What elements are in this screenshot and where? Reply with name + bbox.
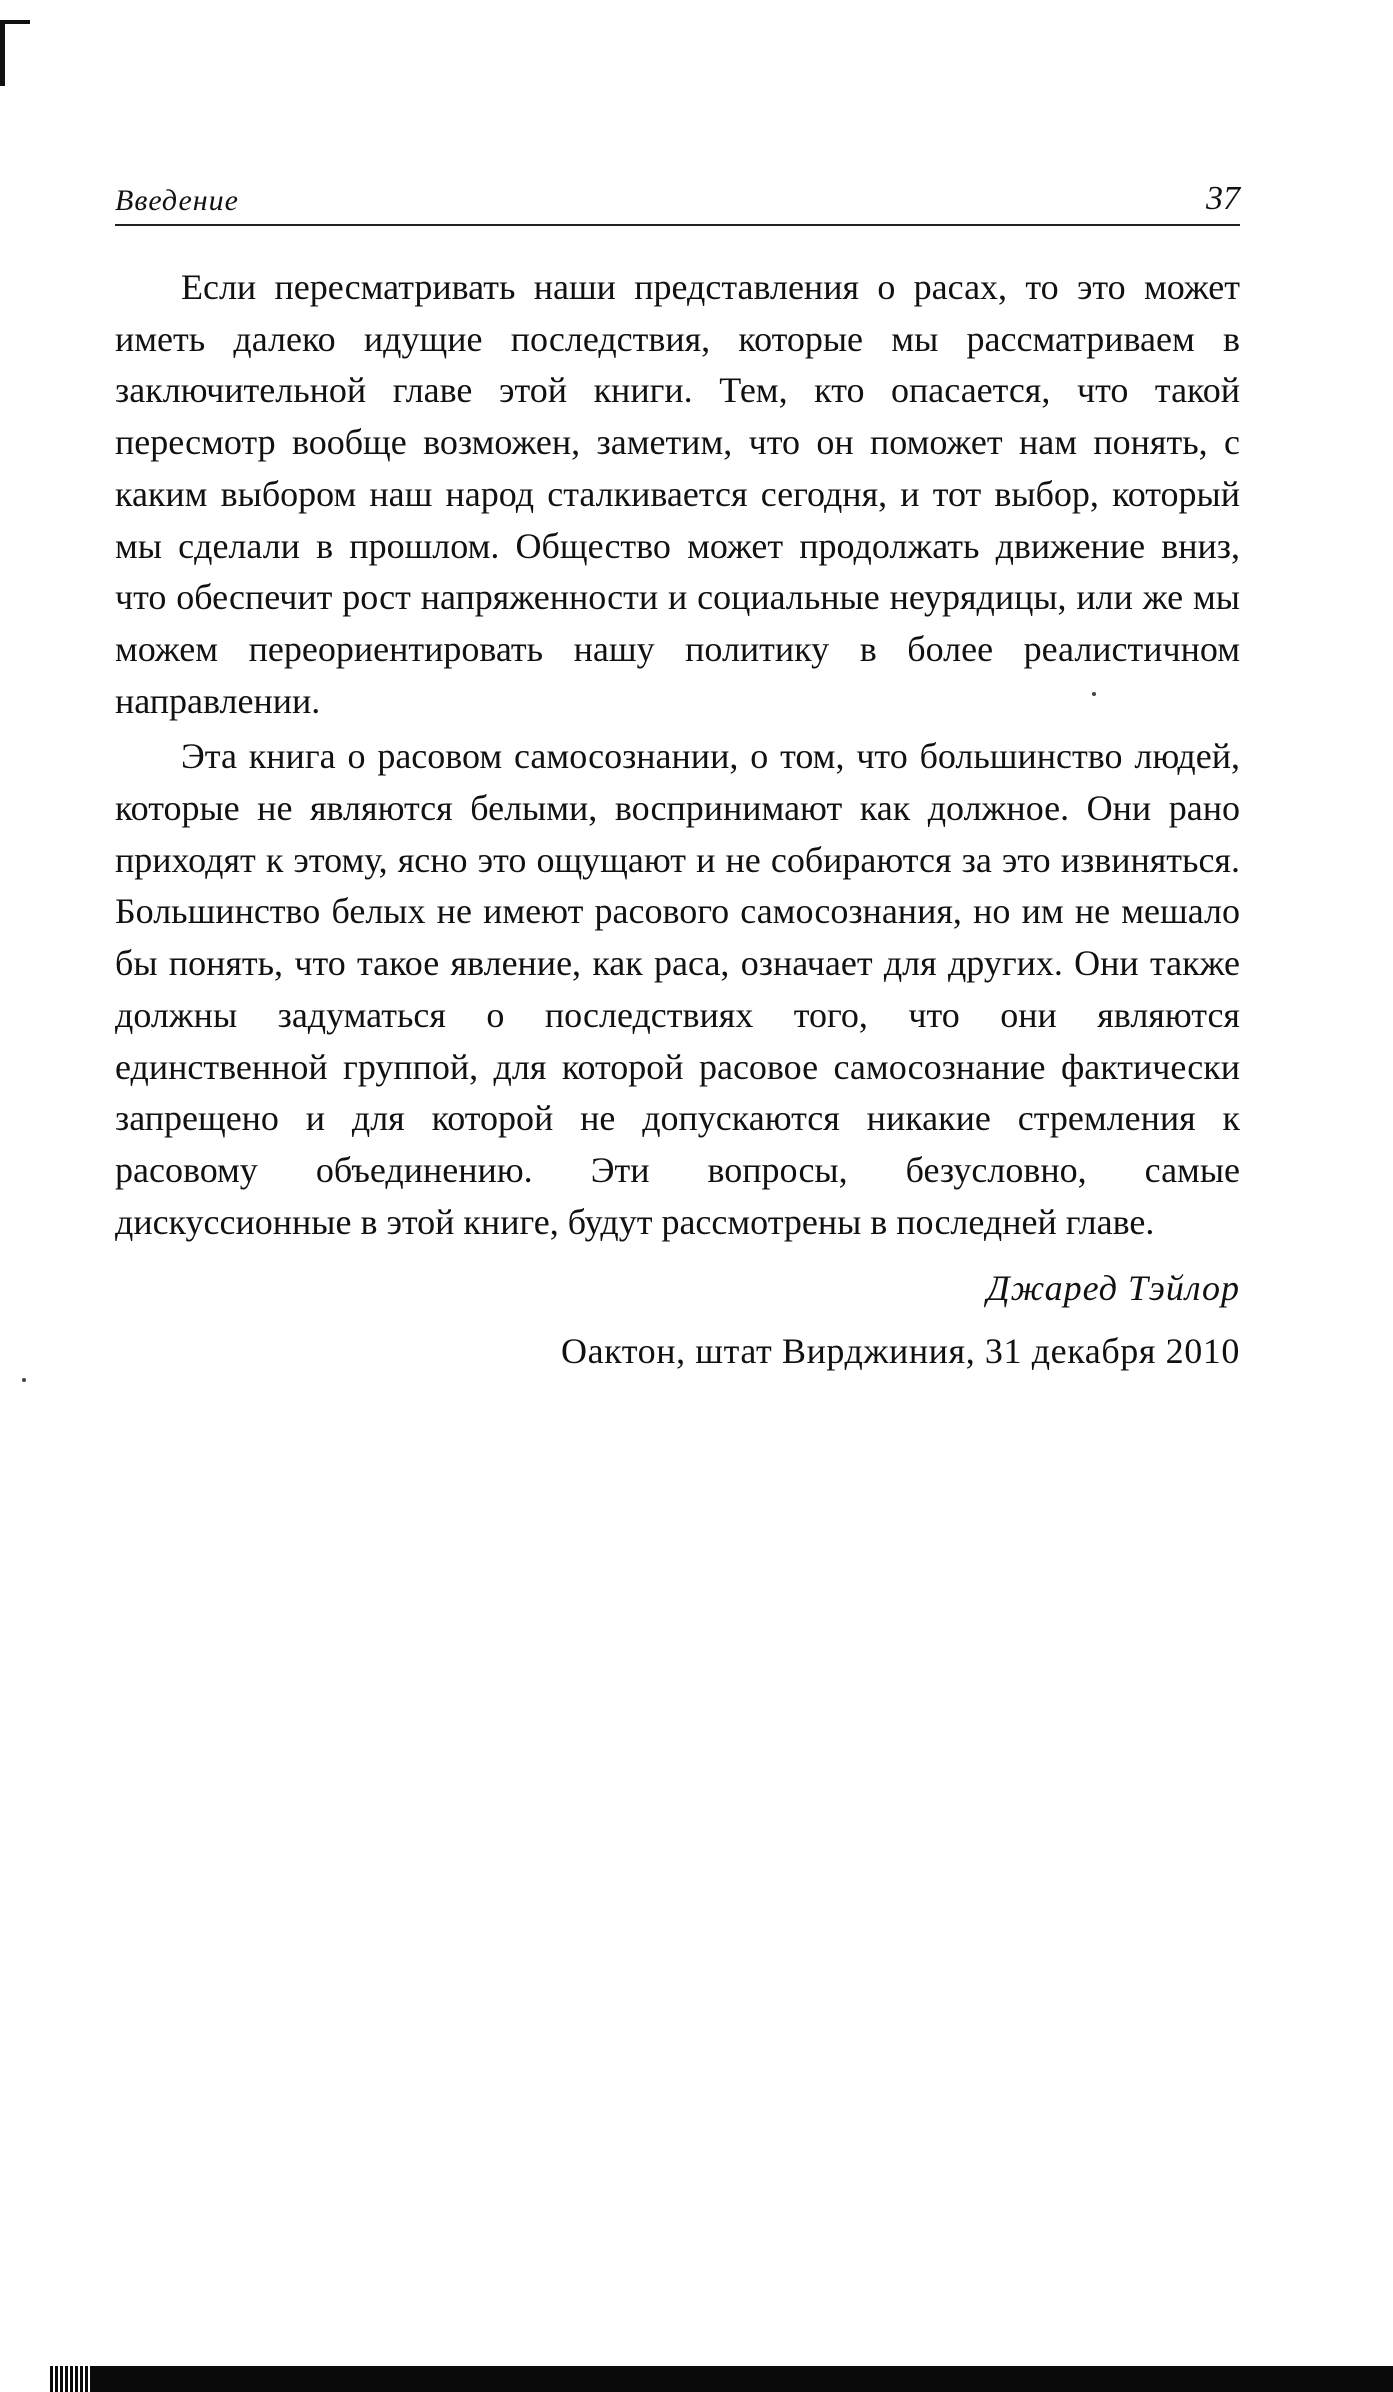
page-number: 37 — [1206, 180, 1240, 217]
running-head — [115, 178, 1240, 226]
page-body — [115, 262, 1240, 1384]
scan-speck — [22, 1378, 26, 1382]
scan-corner-mark — [0, 0, 34, 86]
paragraph-1: Если пересматривать наши представления о расах, то это может иметь далеко идущие последствия, которые мы рассматриваем в заключительной главе этой книги. Тем, кто опасается, что такой пересмотр вообще возможен, заметим, что он поможет нам понять, с каким выбором наш народ сталкивается сегодня, и тот выбор, который мы сделали в прошлом. Общество может продолжать движение вниз, что обеспечит рост напряженности и социальные неурядицы, или же мы можем переориентировать нашу политику в более реалистичном направлении. — [115, 267, 1240, 721]
paragraph-2: Эта книга о расовом самосознании, о том, что большинство людей, которые не являются белыми, воспринимают как должное. Они рано приходят к этому, ясно это ощущают и не собираются за это извиняться. Большинство белых не имеют расового самосознания, но им не мешало бы понять, что такое явление, как раса, означает для других. Они также должны задуматься о последствиях того, что они являются единственной группой, для которой расовое самосознание фактически запрещено и для которой не допускаются никакие стремления к расовому объединению. Эти вопросы, безусловно, самые дискуссионные в этой книге, будут рассмотрены в последней главе. — [115, 736, 1240, 1242]
running-head-section: Введение — [115, 184, 239, 217]
place-and-date: Оактон, штат Вирджиния, 31 декабря 2010 — [560, 1331, 1240, 1372]
scan-bottom-edge — [50, 2366, 1393, 2392]
scan-speck — [1092, 692, 1096, 696]
scan-corner-vertical — [0, 20, 5, 86]
author-signature: Джаред Тэйлор — [986, 1268, 1240, 1309]
scan-bottom-edge-fade — [50, 2366, 90, 2392]
scan-corner-horizontal — [0, 20, 30, 24]
